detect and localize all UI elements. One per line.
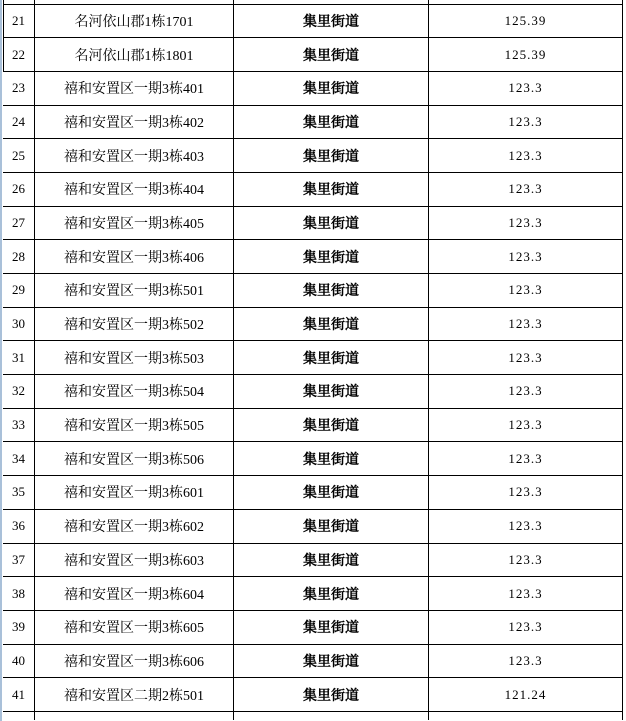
table-row: [3, 139, 623, 173]
table-row: [3, 645, 623, 679]
building-name-cell: 禧和安置区一期3栋604: [35, 577, 234, 610]
row-number-cell: 25: [3, 139, 35, 172]
street-cell: 集里街道: [234, 139, 429, 172]
area-value-cell: 123.3: [429, 544, 623, 577]
row-number-cell: 23: [3, 72, 35, 105]
street-cell: 集里街道: [234, 5, 429, 38]
street-cell: 集里街道: [234, 308, 429, 341]
area-value-cell: 123.3: [429, 308, 623, 341]
row-number-cell: 28: [3, 240, 35, 273]
row-number-cell: 22: [3, 38, 35, 71]
table-row: [3, 274, 623, 308]
building-name-cell: 禧和安置区一期3栋503: [35, 341, 234, 374]
street-cell: 集里街道: [234, 476, 429, 509]
building-name-cell: 名河依山郡1栋1801: [35, 38, 234, 71]
building-name-cell: 禧和安置区一期3栋504: [35, 375, 234, 408]
street-cell: 集里街道: [234, 207, 429, 240]
table-row: [3, 544, 623, 578]
building-name-cell: 禧和安置区一期3栋505: [35, 409, 234, 442]
building-name-cell: 禧和安置区二期2栋501: [35, 678, 234, 711]
street-cell: 集里街道: [234, 240, 429, 273]
area-value-cell: 121.24: [429, 678, 623, 711]
table-row: [3, 341, 623, 375]
row-number-cell: 27: [3, 207, 35, 240]
building-name-cell: 禧和安置区一期3栋402: [35, 106, 234, 139]
area-value-cell: 123.3: [429, 409, 623, 442]
building-name-cell: 禧和安置区一期3栋501: [35, 274, 234, 307]
street-cell: 集里街道: [234, 611, 429, 644]
street-cell: 集里街道: [234, 341, 429, 374]
building-name-cell: 禧和安置区一期3栋601: [35, 476, 234, 509]
row-number-cell: 37: [3, 544, 35, 577]
page-edge-strip: [0, 0, 2, 721]
row-number-cell: 33: [3, 409, 35, 442]
area-value-cell: 123.3: [429, 173, 623, 206]
area-value-cell: 123.3: [429, 240, 623, 273]
street-cell: 集里街道: [234, 645, 429, 678]
row-number-cell: 32: [3, 375, 35, 408]
building-name-cell: 禧和安置区一期3栋406: [35, 240, 234, 273]
row-number-cell: [3, 0, 35, 4]
building-name-cell: 禧和安置区一期3栋603: [35, 544, 234, 577]
table-row: [3, 240, 623, 274]
building-name-cell: 禧和安置区一期3栋605: [35, 611, 234, 644]
row-number-cell: 39: [3, 611, 35, 644]
partial-row-bottom: [3, 712, 623, 720]
table-row: [3, 678, 623, 712]
building-name-cell: [35, 712, 234, 720]
street-cell: [234, 0, 429, 4]
area-value-cell: 123.3: [429, 577, 623, 610]
area-value-cell: 125.39: [429, 5, 623, 38]
area-value-cell: 123.3: [429, 72, 623, 105]
table-row: [3, 476, 623, 510]
table-row: [3, 173, 623, 207]
row-number-cell: 38: [3, 577, 35, 610]
street-cell: 集里街道: [234, 106, 429, 139]
street-cell: [234, 712, 429, 720]
street-cell: 集里街道: [234, 544, 429, 577]
table-row: [3, 207, 623, 241]
area-value-cell: [429, 712, 623, 720]
area-value-cell: 123.3: [429, 139, 623, 172]
row-number-cell: 29: [3, 274, 35, 307]
area-value-cell: 123.3: [429, 106, 623, 139]
building-name-cell: 禧和安置区一期3栋401: [35, 72, 234, 105]
area-value-cell: [429, 0, 623, 4]
table-row: [3, 38, 623, 72]
area-value-cell: 123.3: [429, 645, 623, 678]
area-value-cell: 123.3: [429, 442, 623, 475]
area-value-cell: 125.39: [429, 38, 623, 71]
area-value-cell: 123.3: [429, 207, 623, 240]
building-name-cell: 禧和安置区一期3栋405: [35, 207, 234, 240]
building-name-cell: 禧和安置区一期3栋602: [35, 510, 234, 543]
row-number-cell: 30: [3, 308, 35, 341]
row-number-cell: 31: [3, 341, 35, 374]
row-number-cell: 24: [3, 106, 35, 139]
building-name-cell: 禧和安置区一期3栋403: [35, 139, 234, 172]
building-name-cell: 名河依山郡1栋1701: [35, 5, 234, 38]
table-left-border-segment: [3, 0, 4, 72]
building-name-cell: 禧和安置区一期3栋404: [35, 173, 234, 206]
street-cell: 集里街道: [234, 173, 429, 206]
row-number-cell: 40: [3, 645, 35, 678]
table-row: [3, 72, 623, 106]
table-row: [3, 409, 623, 443]
street-cell: 集里街道: [234, 510, 429, 543]
street-cell: 集里街道: [234, 577, 429, 610]
street-cell: 集里街道: [234, 678, 429, 711]
row-number-cell: 21: [3, 5, 35, 38]
area-value-cell: 123.3: [429, 375, 623, 408]
area-value-cell: 123.3: [429, 611, 623, 644]
area-value-cell: 123.3: [429, 510, 623, 543]
street-cell: 集里街道: [234, 375, 429, 408]
table-row: [3, 577, 623, 611]
table-row: [3, 308, 623, 342]
table-row: [3, 106, 623, 140]
row-number-cell: 36: [3, 510, 35, 543]
street-cell: 集里街道: [234, 409, 429, 442]
row-number-cell: 26: [3, 173, 35, 206]
area-value-cell: 123.3: [429, 274, 623, 307]
housing-area-table: [3, 0, 623, 720]
street-cell: 集里街道: [234, 442, 429, 475]
row-number-cell: 34: [3, 442, 35, 475]
row-number-cell: 35: [3, 476, 35, 509]
table-row: [3, 611, 623, 645]
table-row: [3, 442, 623, 476]
table-row: [3, 375, 623, 409]
area-value-cell: 123.3: [429, 476, 623, 509]
table-row: [3, 5, 623, 39]
building-name-cell: 禧和安置区一期3栋506: [35, 442, 234, 475]
row-number-cell: 41: [3, 678, 35, 711]
street-cell: 集里街道: [234, 72, 429, 105]
building-name-cell: 禧和安置区一期3栋606: [35, 645, 234, 678]
building-name-cell: [35, 0, 234, 4]
building-name-cell: 禧和安置区一期3栋502: [35, 308, 234, 341]
area-value-cell: 123.3: [429, 341, 623, 374]
row-number-cell: [3, 712, 35, 720]
table-row: [3, 510, 623, 544]
street-cell: 集里街道: [234, 38, 429, 71]
street-cell: 集里街道: [234, 274, 429, 307]
table-body: [3, 5, 623, 712]
